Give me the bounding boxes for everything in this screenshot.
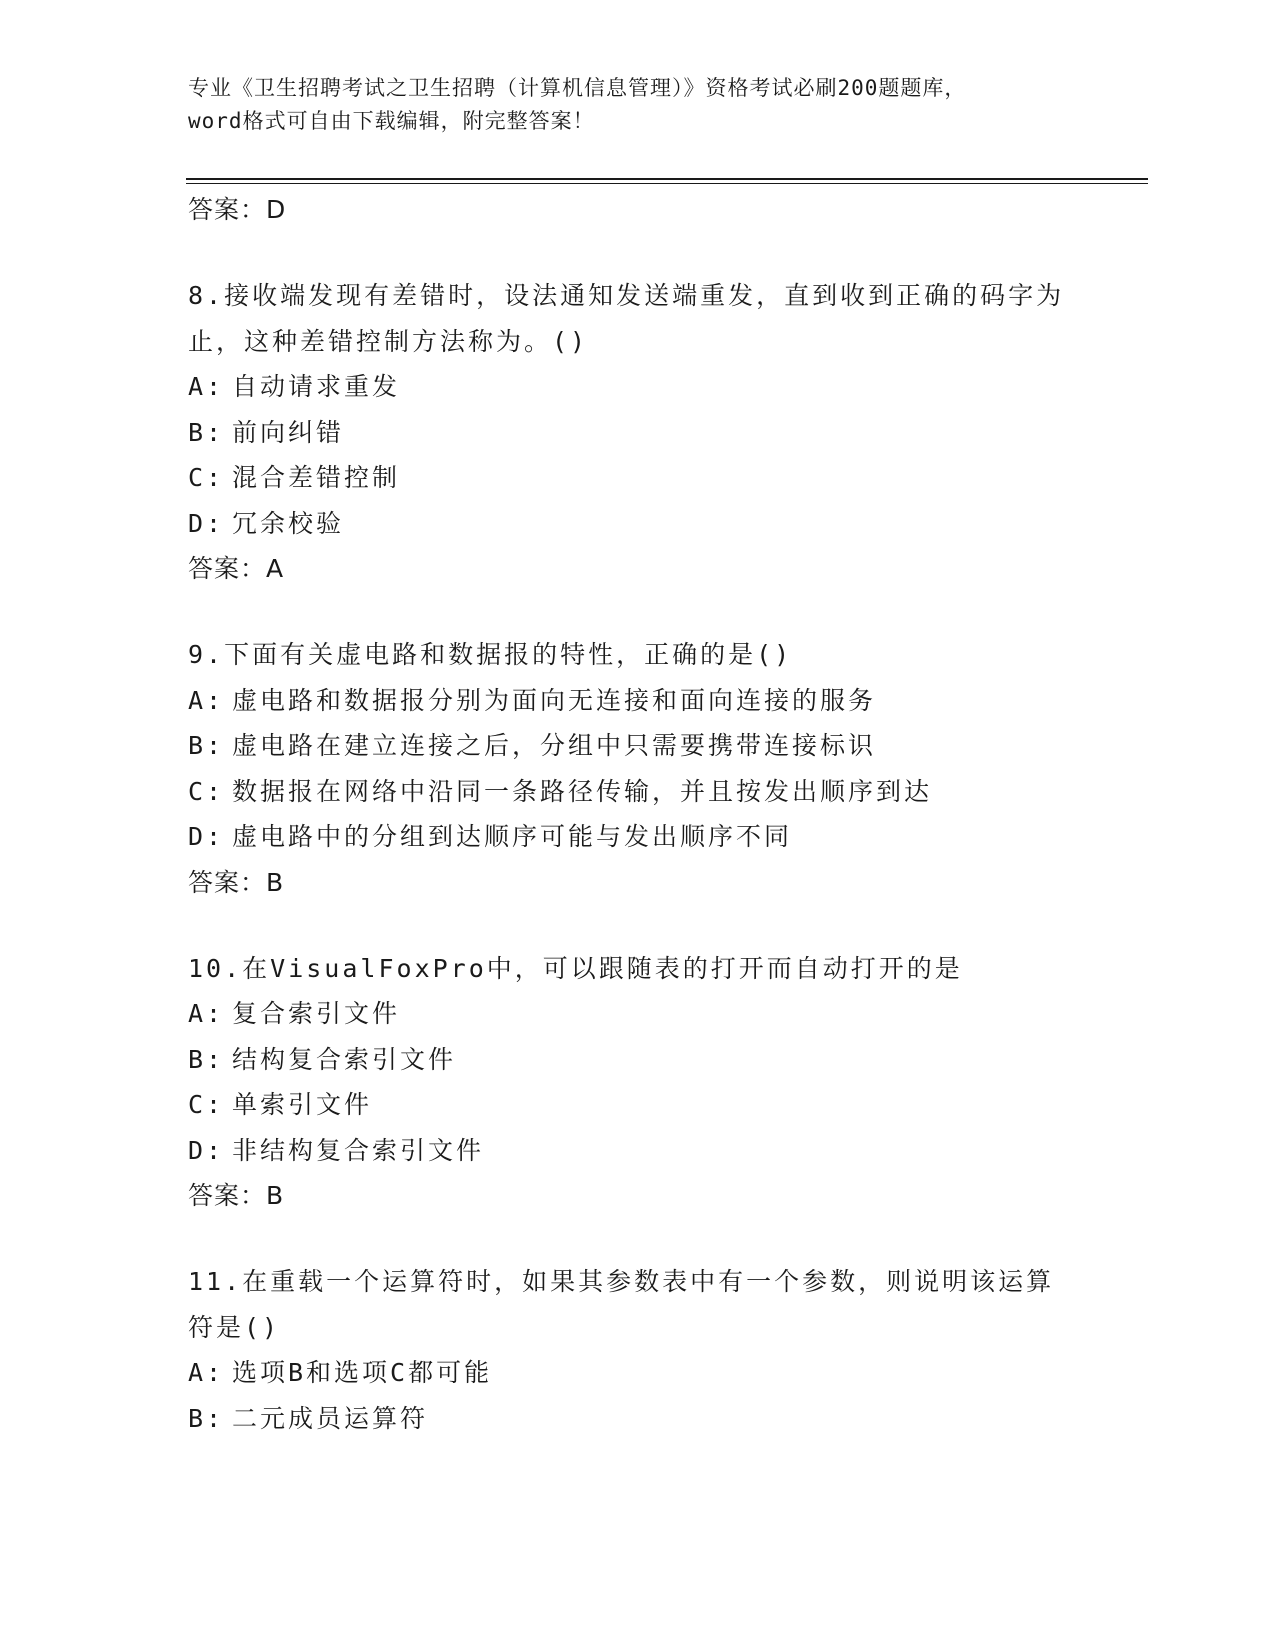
header-divider-thin <box>186 183 1148 184</box>
option-d <box>188 1128 1088 1174</box>
option-d <box>188 814 1088 860</box>
option-key: D: <box>188 508 225 538</box>
header-divider-thick <box>186 178 1148 180</box>
option-a <box>188 364 1088 410</box>
option-text: 复合索引文件 <box>232 999 401 1028</box>
option-a <box>188 678 1088 724</box>
question-stem: 9.下面有关虚电路和数据报的特性，正确的是() <box>188 640 793 669</box>
option-key: C: <box>188 776 225 806</box>
question-block <box>188 946 1088 1220</box>
option-a <box>188 1350 1088 1396</box>
option-text: 数据报在网络中沿同一条路径传输，并且按发出顺序到达 <box>232 776 933 806</box>
option-key: A: <box>188 372 225 401</box>
option-key: A: <box>188 685 225 715</box>
question-stem: 11.在重载一个运算符时，如果其参数表中有一个参数，则说明该运算符是() <box>188 1267 1055 1342</box>
answer-line: 答案：A <box>188 554 285 583</box>
document-header <box>188 72 1088 138</box>
option-text: 冗余校验 <box>232 508 345 538</box>
question-stem: 8.接收端发现有差错时，设法通知发送端重发，直到收到正确的码字为止，这种差错控制方法称为。() <box>188 281 1065 356</box>
option-key: A: <box>188 1358 225 1387</box>
option-b <box>188 1037 1088 1083</box>
option-text: 单索引文件 <box>232 1090 373 1119</box>
option-d <box>188 501 1088 547</box>
header-line-1: 专业《卫生招聘考试之卫生招聘（计算机信息管理）》资格考试必刷200题题库， <box>188 76 967 100</box>
option-key: B: <box>188 731 225 760</box>
header-line-2: word格式可自由下载编辑，附完整答案！ <box>188 109 595 133</box>
option-c <box>188 1082 1088 1128</box>
option-text: 二元成员运算符 <box>232 1403 429 1433</box>
option-key: D: <box>188 1135 225 1165</box>
option-c <box>188 455 1088 501</box>
answer-line: 答案：B <box>188 1181 285 1210</box>
option-text: 混合差错控制 <box>232 463 401 492</box>
option-b <box>188 1396 1088 1442</box>
option-key: C: <box>188 463 225 492</box>
option-text: 非结构复合索引文件 <box>232 1135 485 1165</box>
option-a <box>188 991 1088 1037</box>
option-text: 虚电路在建立连接之后，分组中只需要携带连接标识 <box>232 731 877 760</box>
question-block <box>188 1259 1088 1441</box>
option-text: 自动请求重发 <box>232 372 401 401</box>
question-stem: 10.在VisualFoxPro中，可以跟随表的打开而自动打开的是 <box>188 953 963 983</box>
question-block <box>188 632 1088 906</box>
question-block <box>188 273 1088 592</box>
option-key: B: <box>188 1403 225 1433</box>
option-text: 虚电路和数据报分别为面向无连接和面向连接的服务 <box>232 685 877 715</box>
option-text: 虚电路中的分组到达顺序可能与发出顺序不同 <box>232 822 793 851</box>
previous-answer: 答案：D <box>188 195 287 224</box>
option-b <box>188 723 1088 769</box>
option-text: 选项B和选项C都可能 <box>232 1358 493 1387</box>
option-b <box>188 410 1088 456</box>
option-key: B: <box>188 1044 225 1074</box>
option-key: C: <box>188 1090 225 1119</box>
option-text: 结构复合索引文件 <box>232 1044 457 1074</box>
option-key: D: <box>188 822 225 851</box>
question-list <box>188 187 1088 1441</box>
option-text: 前向纠错 <box>232 417 345 447</box>
option-c <box>188 769 1088 815</box>
option-key: A: <box>188 999 225 1028</box>
option-key: B: <box>188 417 225 447</box>
answer-line: 答案：B <box>188 867 285 897</box>
